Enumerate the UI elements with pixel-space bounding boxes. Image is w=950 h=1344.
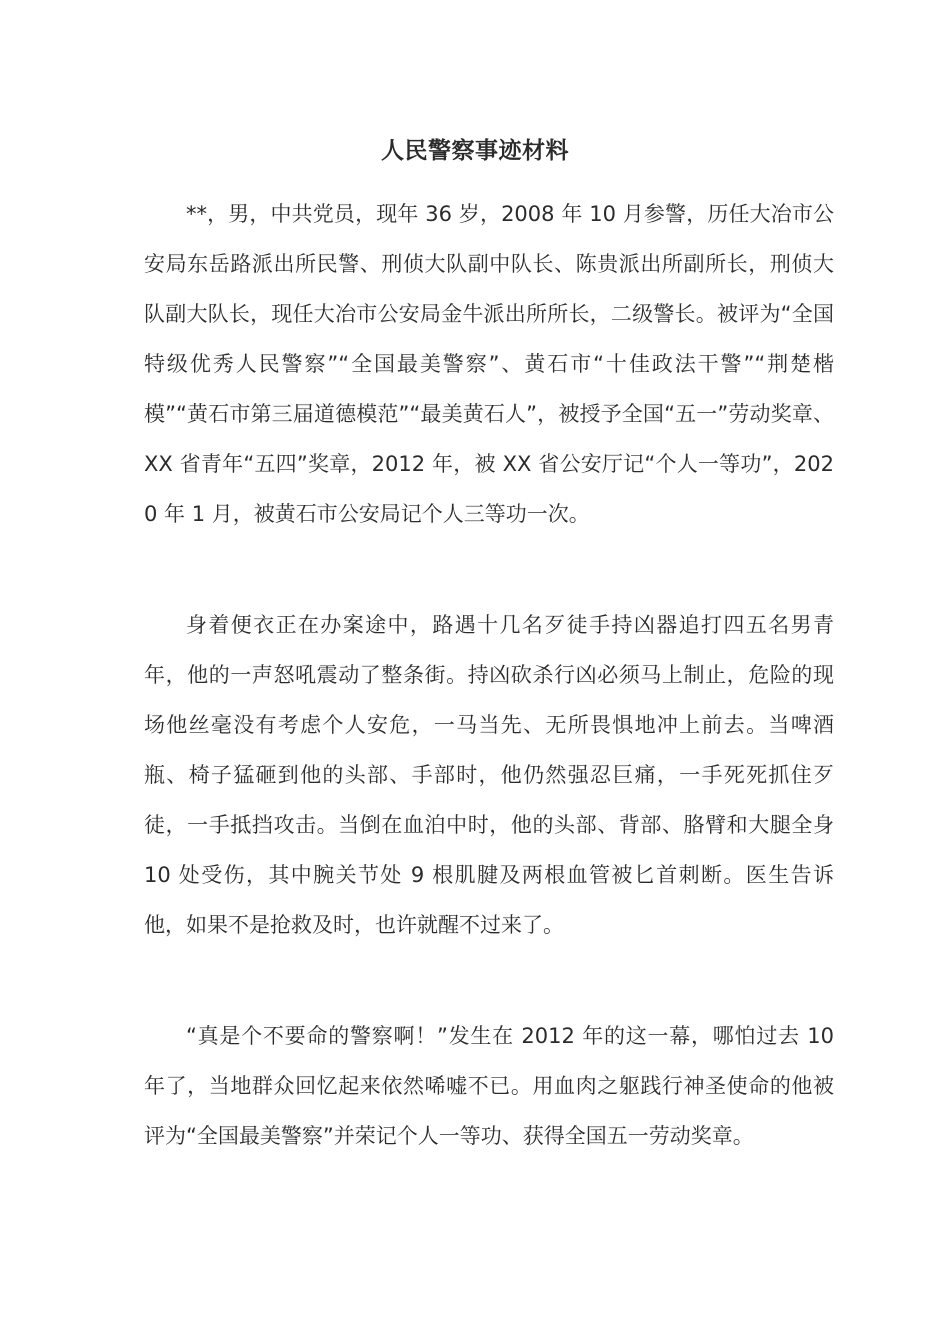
paragraph-3-block [144,1011,834,1161]
document-title: 人民警察事迹材料 [381,138,569,164]
paragraph-2-block [144,600,834,950]
paragraph-2: 身着便衣正在办案途中，路遇十几名歹徒手持凶器追打四五名男青年，他的一声怒吼震动了整条街。持凶砍杀行凶必须马上制止，危险的现场他丝毫没有考虑个人安危，一马当先、无所畏惧地冲上前去。当啤酒瓶、椅子猛砸到他的头部、手部时，他仍然强忍巨痛，一手死死抓住歹徒，一手抵挡攻击。当倒在血泊中时，他的头部、背部、胳臂和大腿全身 10 处受伤，其中腕关节处 9 根肌腱及两根血管被匕首刺断。医生告诉他，如果不是抢救及时，也许就醒不过来了。 [144,613,834,937]
paragraph-3: “真是个不要命的警察啊！”发生在 2012 年的这一幕，哪怕过去 10 年了，当地群众回忆起来依然唏嘘不已。用血肉之躯践行神圣使命的他被评为“全国最美警察”并荣记个人一等功、获得全国五一劳动奖章。 [144,1024,834,1148]
paragraph-1: **，男，中共党员，现年 36 岁，2008 年 10 月参警，历任大冶市公安局东岳路派出所民警、刑侦大队副中队长、陈贵派出所副所长，刑侦大队副大队长，现任大冶市公安局金牛派出所所长，二级警长。被评为“全国特级优秀人民警察”“全国最美警察”、黄石市“十佳政法干警”“荆楚楷模”“黄石市第三届道德模范”“最美黄石人”，被授予全国“五一”劳动奖章、XX 省青年“五四”奖章，2012 年，被 XX 省公安厅记“个人一等功”，2020 年 1 月，被黄石市公安局记个人三等功一次。 [144,202,834,526]
paragraph-1-block [144,189,834,539]
